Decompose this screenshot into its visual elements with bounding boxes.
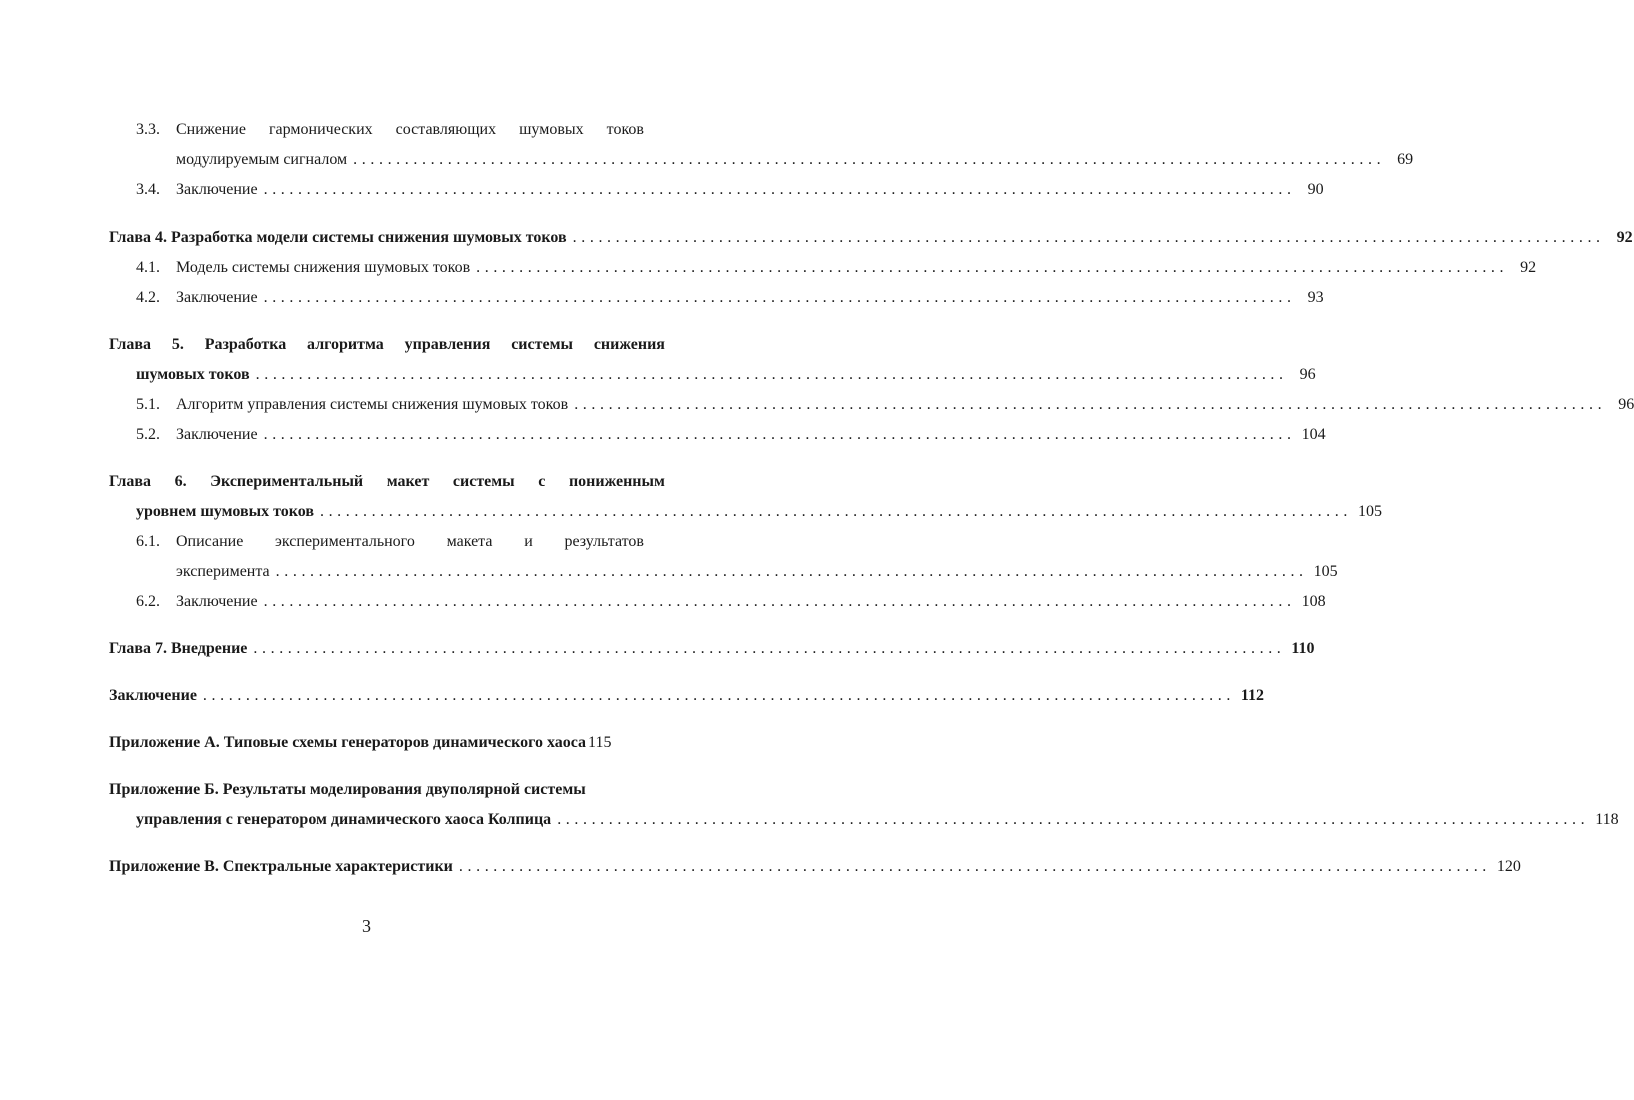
toc-entry-text: уровнем шумовых токов xyxy=(136,503,314,520)
toc-page-number: 104 xyxy=(1301,426,1326,443)
toc-entry-text: Заключение xyxy=(109,687,197,704)
toc-word: гармонических xyxy=(268,121,373,138)
leader-dots: ........................................................................................................................ xyxy=(319,503,1352,520)
toc-appendix-a xyxy=(0,731,733,753)
toc-page-number: 93 xyxy=(1307,289,1324,306)
toc-word: макет xyxy=(386,473,430,490)
leader-dots: ........................................................................................................................ xyxy=(263,289,1296,306)
toc-entry-text xyxy=(109,472,665,492)
toc-entry-text: Заключение xyxy=(176,289,258,306)
toc-entry-number: 5.2. xyxy=(136,426,160,443)
toc-appendix-b xyxy=(0,778,733,800)
toc-chapter-4 xyxy=(0,226,1633,248)
toc-entry-text: Глава 7. Внедрение xyxy=(109,640,248,657)
toc-word: 5. xyxy=(171,336,184,353)
toc-word: Снижение xyxy=(176,121,246,138)
toc-entry-4-1 xyxy=(0,256,1537,278)
toc-word: пониженным xyxy=(568,473,665,490)
toc-word: шумовых xyxy=(519,121,584,138)
toc-entry-number: 3.3. xyxy=(136,121,160,138)
leader-dots: ........................................................................................................................ xyxy=(263,593,1296,610)
toc-page-number: 118 xyxy=(1595,811,1619,828)
toc-entry-number: 4.1. xyxy=(136,259,160,276)
toc-entry-text: Модель системы снижения шумовых токов xyxy=(176,259,471,276)
toc-chapter-6 xyxy=(0,470,733,492)
toc-word: составляющих xyxy=(395,121,497,138)
toc-entry-5-1 xyxy=(0,393,1634,415)
toc-entry-text: модулируемым сигналом xyxy=(176,151,348,168)
toc-entry-number: 5.1. xyxy=(136,396,160,413)
toc-entry-text xyxy=(176,532,644,552)
toc-page-number: 110 xyxy=(1291,640,1315,657)
toc-page-number: 96 xyxy=(1299,366,1316,383)
toc-word: результатов xyxy=(564,533,644,550)
toc-entry-6-1-cont xyxy=(0,560,1338,582)
toc-page-number: 105 xyxy=(1357,503,1382,520)
toc-entry-3-3-cont xyxy=(0,148,1414,170)
leader-dots: ........................................................................................................................ xyxy=(275,563,1308,580)
toc-page-number: 92 xyxy=(1520,259,1537,276)
toc-entry-text: Приложение А. Типовые схемы генераторов динамического хаоса xyxy=(109,734,587,751)
leader-dots: ........................................................................................................................ xyxy=(557,811,1590,828)
toc-entry-text: Приложение Б. Результаты моделирования двуполярной системы xyxy=(109,781,586,798)
toc-page-number: 105 xyxy=(1313,563,1338,580)
toc-word: с xyxy=(538,473,546,490)
leader-dots: ........................................................................................................................ xyxy=(253,640,1286,657)
toc-chapter-7 xyxy=(0,637,1315,659)
toc-entry-text xyxy=(176,120,644,140)
leader-dots: ........................................................................................................................ xyxy=(263,181,1296,198)
toc-page-number: 112 xyxy=(1240,687,1265,704)
toc-word: и xyxy=(524,533,533,550)
toc-entry-text: управления с генератором динамического хаоса Колпица xyxy=(136,811,552,828)
toc-entry-text: Алгоритм управления системы снижения шумовых токов xyxy=(176,396,569,413)
toc-entry-6-1 xyxy=(0,530,733,552)
toc-entry-6-2 xyxy=(0,590,1326,612)
toc-word: Глава xyxy=(109,473,151,490)
toc-entry-number: 6.1. xyxy=(136,533,160,550)
toc-entry-3-4 xyxy=(0,178,1324,200)
toc-entry-4-2 xyxy=(0,286,1324,308)
toc-page-number: 90 xyxy=(1307,181,1324,198)
toc-word: системы xyxy=(452,473,515,490)
toc-entry-text: эксперимента xyxy=(176,563,270,580)
toc-appendix-v xyxy=(0,855,1521,877)
toc-page-number: 108 xyxy=(1301,593,1326,610)
toc-word: 6. xyxy=(174,473,187,490)
toc-word: системы xyxy=(511,336,573,353)
toc-appendix-b-cont xyxy=(0,808,1619,830)
toc-entry-text: шумовых токов xyxy=(136,366,250,383)
toc-entry-text: Заключение xyxy=(176,181,258,198)
leader-dots: ........................................................................................................................ xyxy=(263,426,1296,443)
toc-chapter-5 xyxy=(0,333,733,355)
page-number: 3 xyxy=(362,916,371,936)
toc-entry-number: 3.4. xyxy=(136,181,160,198)
toc-entry-text xyxy=(109,335,665,355)
leader-dots: ........................................................................................................................ xyxy=(202,687,1235,704)
toc-chapter-6-cont xyxy=(0,500,1382,522)
toc-page-number: 115 xyxy=(588,734,612,751)
toc-word: Описание xyxy=(176,533,244,550)
toc-word: алгоритма xyxy=(307,336,384,353)
toc-word: экспериментального xyxy=(275,533,415,550)
toc-entry-number: 4.2. xyxy=(136,289,160,306)
toc-entry-text: Заключение xyxy=(176,593,258,610)
toc-entry-5-2 xyxy=(0,423,1326,445)
toc-word: Глава xyxy=(109,336,151,353)
toc-word: токов xyxy=(606,121,644,138)
leader-dots: ........................................................................................................................ xyxy=(255,366,1288,383)
leader-dots: ........................................................................................................................ xyxy=(572,229,1605,246)
leader-dots: ........................................................................................................................ xyxy=(476,259,1509,276)
toc-word: снижения xyxy=(593,336,665,353)
toc-word: макета xyxy=(446,533,493,550)
toc-entry-3-3 xyxy=(0,118,733,140)
leader-dots: ........................................................................................................................ xyxy=(353,151,1386,168)
toc-entry-number: 6.2. xyxy=(136,593,160,610)
toc-entry-text: Глава 4. Разработка модели системы снижения шумовых токов xyxy=(109,229,567,246)
toc-entry-text: Приложение В. Спектральные характеристики xyxy=(109,858,453,875)
toc-word: Разработка xyxy=(204,336,287,353)
leader-dots: ........................................................................................................................ xyxy=(458,858,1491,875)
toc-word: управления xyxy=(404,336,491,353)
toc-page-number: 69 xyxy=(1397,151,1414,168)
toc-page-number: 92 xyxy=(1616,229,1633,246)
leader-dots: ........................................................................................................................ xyxy=(574,396,1607,413)
toc-page-number: 96 xyxy=(1618,396,1634,413)
toc-page-number: 120 xyxy=(1496,858,1521,875)
toc-chapter-5-cont xyxy=(0,363,1316,385)
toc-entry-text: Заключение xyxy=(176,426,258,443)
toc-word: Экспериментальный xyxy=(210,473,364,490)
toc-conclusion xyxy=(0,684,1265,706)
